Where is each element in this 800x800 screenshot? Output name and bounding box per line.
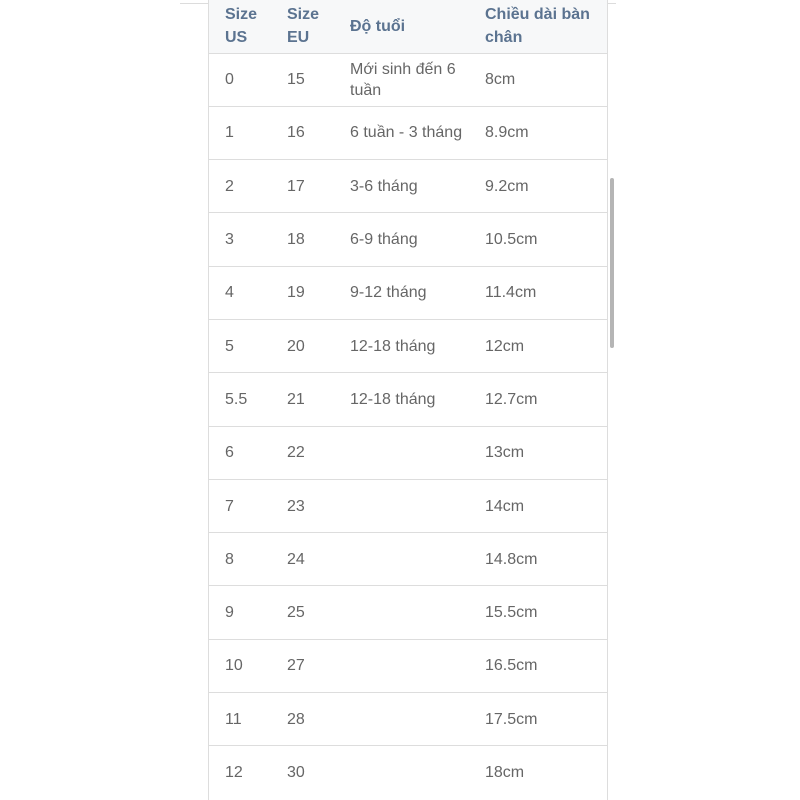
cell-size-us: 11 [209,693,277,746]
cell-age: 9-12 tháng [340,266,475,319]
cell-age: 6-9 tháng [340,213,475,266]
cell-size-eu: 19 [277,266,340,319]
cell-foot-length: 12.7cm [475,373,607,426]
cell-size-eu: 30 [277,746,340,799]
cell-foot-length: 9.2cm [475,160,607,213]
table-header-row [209,0,607,53]
cell-age: 12-18 tháng [340,319,475,372]
table-row [209,746,607,799]
header-size-eu: Size EU [277,0,340,53]
table-body [209,53,607,799]
cell-foot-length: 17.5cm [475,693,607,746]
table-row [209,53,607,106]
table-row [209,319,607,372]
table-row [209,160,607,213]
cell-size-eu: 28 [277,693,340,746]
cell-foot-length: 14.8cm [475,533,607,586]
cell-size-eu: 22 [277,426,340,479]
header-foot-length: Chiều dài bàn chân [475,0,607,53]
cell-size-eu: 20 [277,319,340,372]
table-row [209,586,607,639]
cell-foot-length: 13cm [475,426,607,479]
cell-size-eu: 25 [277,586,340,639]
table-row [209,266,607,319]
table-row [209,693,607,746]
cell-age: 3-6 tháng [340,160,475,213]
cell-size-eu: 23 [277,479,340,532]
table-row [209,106,607,159]
size-chart-panel[interactable] [208,0,608,800]
cell-foot-length: 11.4cm [475,266,607,319]
cell-size-us: 6 [209,426,277,479]
cell-size-eu: 18 [277,213,340,266]
cell-size-eu: 17 [277,160,340,213]
table-row [209,373,607,426]
size-chart-table [209,0,607,799]
cell-age: 12-18 tháng [340,373,475,426]
cell-age [340,639,475,692]
cell-foot-length: 16.5cm [475,639,607,692]
table-row [209,639,607,692]
cell-size-us: 12 [209,746,277,799]
cell-size-eu: 24 [277,533,340,586]
cell-age [340,479,475,532]
cell-size-us: 8 [209,533,277,586]
header-size-us: Size US [209,0,277,53]
table-row [209,213,607,266]
cell-age: Mới sinh đến 6 tuần [340,53,475,106]
table-row [209,426,607,479]
cell-size-us: 0 [209,53,277,106]
cell-size-us: 7 [209,479,277,532]
header-age: Độ tuổi [340,0,475,53]
cell-size-us: 10 [209,639,277,692]
cell-age: 6 tuần - 3 tháng [340,106,475,159]
cell-size-eu: 15 [277,53,340,106]
cell-age [340,586,475,639]
cell-size-us: 5 [209,319,277,372]
table-row [209,479,607,532]
cell-age [340,746,475,799]
cell-age [340,693,475,746]
cell-foot-length: 18cm [475,746,607,799]
cell-foot-length: 15.5cm [475,586,607,639]
cell-size-us: 3 [209,213,277,266]
cell-size-eu: 21 [277,373,340,426]
cell-size-us: 9 [209,586,277,639]
cell-size-us: 1 [209,106,277,159]
cell-foot-length: 12cm [475,319,607,372]
cell-foot-length: 10.5cm [475,213,607,266]
cell-size-us: 5.5 [209,373,277,426]
cell-size-eu: 16 [277,106,340,159]
cell-foot-length: 8.9cm [475,106,607,159]
cell-size-eu: 27 [277,639,340,692]
cell-size-us: 4 [209,266,277,319]
vertical-scrollbar[interactable] [610,178,614,348]
cell-foot-length: 14cm [475,479,607,532]
cell-age [340,533,475,586]
cell-foot-length: 8cm [475,53,607,106]
cell-age [340,426,475,479]
cell-size-us: 2 [209,160,277,213]
table-row [209,533,607,586]
